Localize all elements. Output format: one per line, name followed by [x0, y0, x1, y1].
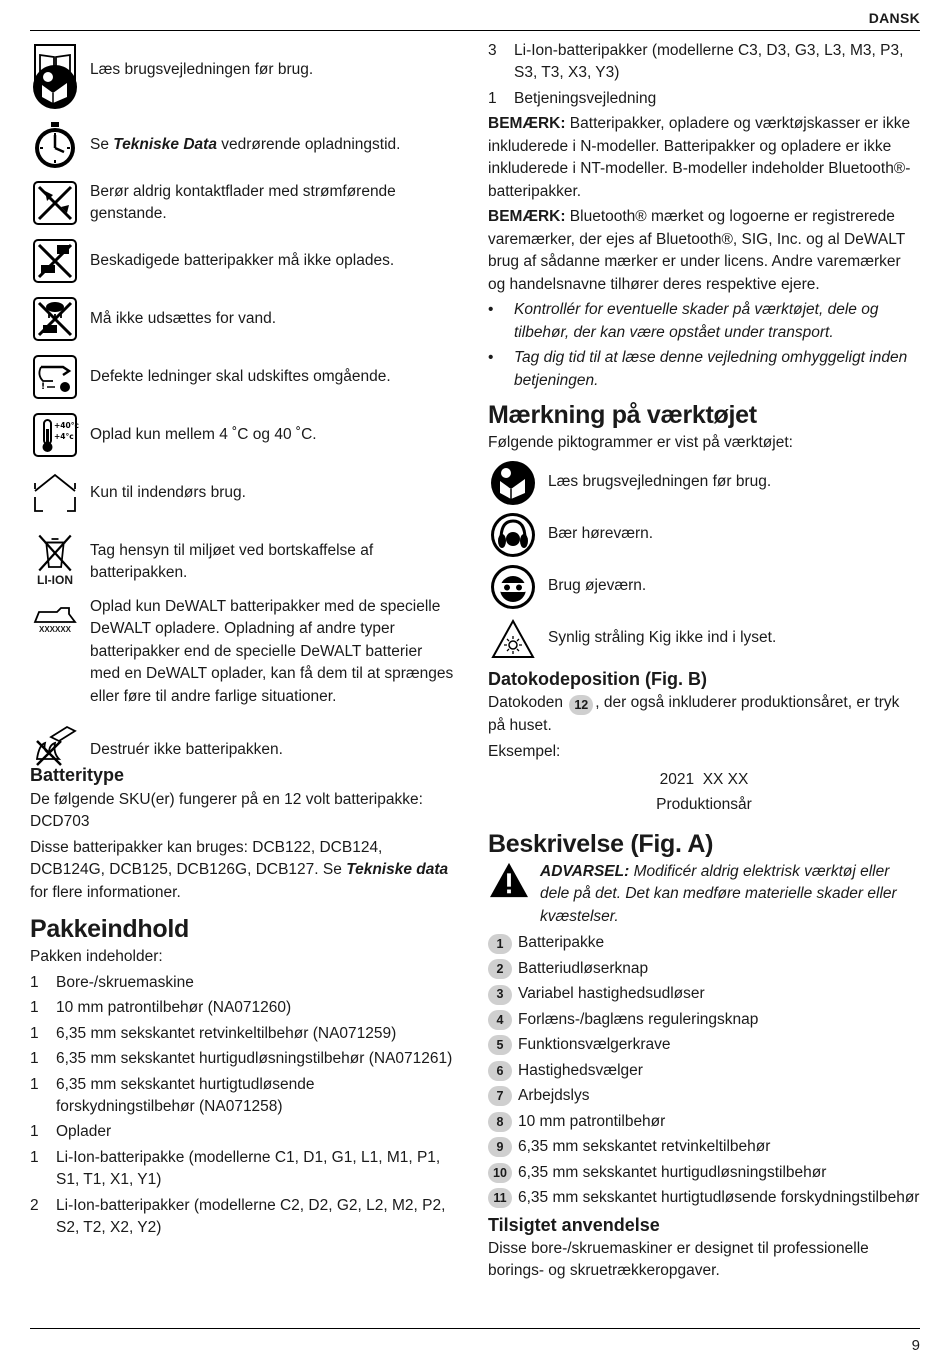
icon-text: Beskadigede batteripakker må ikke oplades. — [90, 251, 395, 269]
list-item — [488, 1111, 920, 1133]
item-text: Batteriudløserknap — [518, 959, 649, 977]
callout-badge: 8 — [488, 1112, 512, 1132]
list-item — [488, 88, 920, 110]
list-item — [488, 1162, 920, 1184]
list-item — [488, 983, 920, 1005]
callout-badge: 2 — [488, 959, 512, 979]
icon-row-cord-replace — [30, 352, 455, 402]
tech-data-ref: Tekniske data — [346, 861, 449, 879]
batteritype-p2 — [30, 837, 455, 904]
list-item — [488, 1060, 920, 1082]
item-text: 10 mm patrontilbehør (NA071260) — [56, 999, 292, 1017]
callout-badge: 10 — [488, 1163, 512, 1183]
qty: 1 — [30, 1075, 39, 1093]
note-label: BEMÆRK: — [488, 115, 566, 133]
list-item — [30, 997, 455, 1019]
left-column — [30, 40, 455, 1243]
item-text: Forlæns-/baglæns reguleringsknap — [518, 1010, 759, 1028]
no-charge-damaged-icon — [30, 236, 80, 286]
list-item — [30, 1195, 455, 1240]
ear-protection-icon — [488, 510, 538, 560]
icon-row-visible-radiation — [488, 614, 920, 664]
recycle-bin-icon — [30, 526, 80, 592]
page-number: 9 — [911, 1337, 920, 1354]
icon-text: Kun til indendørs brug. — [90, 483, 246, 501]
datokode-p — [488, 692, 920, 738]
item-text: 10 mm patrontilbehør — [518, 1112, 666, 1130]
list-item — [30, 1048, 455, 1070]
section-title-batteritype: Batteritype — [30, 765, 125, 786]
bullet-item: • Kontrollér for eventuelle skader på værktøjet, dele og tilbehør, der kan være opstået under transport. — [488, 299, 920, 344]
list-item — [488, 1187, 920, 1209]
qty: 1 — [30, 1148, 39, 1166]
list-item — [30, 1147, 455, 1192]
icon-row-no-fire — [30, 718, 455, 768]
text-pre: Disse batteripakker kan bruges: DCB122, DCB124, DCB124G, DCB125, DCB126G, DCB127. Se — [30, 838, 383, 879]
icon-text: Brug øjeværn. — [548, 577, 647, 595]
manual-read-icon — [488, 458, 538, 508]
item-text: Batteripakke — [518, 934, 605, 952]
indoor-house-icon — [30, 468, 80, 518]
list-item — [488, 1009, 920, 1031]
qty: 1 — [30, 1050, 39, 1068]
warning-text — [540, 861, 920, 928]
qty: 1 — [30, 973, 39, 991]
text-post: for flere informationer. — [30, 883, 181, 901]
pakke-list — [30, 972, 455, 1240]
item-text: 6,35 mm sekskantet hurtigudløsningstilbehør — [518, 1163, 827, 1181]
text-pre: Se — [90, 135, 114, 153]
qty: 1 — [30, 999, 39, 1017]
callout-badge: 9 — [488, 1137, 512, 1157]
qty: 2 — [30, 1196, 39, 1214]
note-text: Bluetooth® mærket og logoerne er registrerede varemærker, der ejes af Bluetooth®, SIG, Inc. og al DeWALT brug af sådanne mærker er under licens. Andre varemærker og handelsnavne tilhører deres respektive ejere. — [488, 208, 905, 293]
icon-row-recycle — [30, 526, 455, 592]
bullet-item: • Tag dig tid til at læse denne vejledning omhyggeligt inden betjeningen. — [488, 347, 920, 392]
item-text: 6,35 mm sekskantet hurtigtudløsende forskydningstilbehør — [518, 1189, 920, 1207]
list-item — [488, 1136, 920, 1158]
text-post: , der også inkluderer produktionsåret, er tryk på huset. — [488, 694, 900, 735]
item-text: Betjeningsvejledning — [514, 89, 657, 107]
no-fire-icon — [30, 718, 80, 768]
qty: 1 — [30, 1123, 39, 1141]
bullet-list — [488, 299, 920, 392]
callout-badge: 4 — [488, 1010, 512, 1030]
list-item — [488, 1034, 920, 1056]
page-header — [30, 8, 920, 31]
callout-badge: 5 — [488, 1035, 512, 1055]
icon-row-no-charge-damaged — [30, 236, 455, 286]
thermometer-icon — [30, 410, 80, 460]
dewalt-battery-icon — [30, 600, 80, 640]
icon-row-ear-protection — [488, 510, 920, 560]
text-pre: Datokoden — [488, 694, 568, 711]
svg-text:!: ! — [41, 382, 46, 392]
datokode-code: 2021 XX XX — [659, 771, 749, 788]
item-text: Variabel hastighedsudløser — [518, 985, 705, 1003]
bullet-text: Tag dig tid til at læse denne vejledning omhyggeligt inden betjeningen. — [514, 349, 908, 389]
section-title-tilsigtet: Tilsigtet anvendelse — [488, 1214, 660, 1235]
text-post: vedrørende opladningstid. — [216, 135, 401, 153]
eye-protection-icon — [488, 562, 538, 612]
note-text: Batteripakker, opladere og værktøjskasser er ikke inkluderede i N-modeller. Batteripakker og opladere er ikke inkluderede i NT-modeller. B-modeller indeholder Bluetooth®-batteripakker. — [488, 115, 911, 200]
item-text: 6,35 mm sekskantet hurtigudløsningstilbehør (NA071261) — [56, 1050, 453, 1068]
item-text: 6,35 mm sekskantet retvinkeltilbehør (NA071259) — [56, 1024, 397, 1042]
icon-text: Må ikke udsættes for vand. — [90, 309, 277, 327]
icon-row-manual-read — [30, 62, 455, 112]
list-item — [30, 972, 455, 994]
icon-row-dewalt-battery — [30, 600, 455, 708]
bullet-text: Kontrollér for eventuelle skader på værktøjet, dele og tilbehør, der kan være opstået under transport. — [514, 301, 879, 341]
callout-badge: 12 — [569, 695, 593, 715]
warning-triangle-icon — [488, 861, 532, 928]
icon-text — [90, 134, 400, 156]
callout-badge: 11 — [488, 1188, 512, 1208]
icon-text: Oplad kun mellem 4 ˚C og 40 ˚C. — [90, 425, 317, 443]
visible-radiation-icon — [488, 614, 538, 664]
battery-code-label: XXXXXX — [38, 625, 71, 634]
list-item — [30, 1074, 455, 1119]
list-item — [488, 958, 920, 980]
li-ion-label: LI-ION — [37, 573, 73, 587]
batteritype-p1: De følgende SKU(er) fungerer på en 12 volt batteripakke: DCD703 — [30, 790, 423, 831]
warning-block — [488, 861, 920, 928]
qty: 3 — [488, 42, 497, 59]
item-text: 6,35 mm sekskantet retvinkeltilbehør — [518, 1138, 771, 1156]
item-text: Arbejdslys — [518, 1087, 590, 1105]
icon-text: Læs brugsvejledningen før brug. — [90, 60, 314, 78]
icon-text: Destruér ikke batteripakken. — [90, 741, 283, 759]
list-item — [30, 1121, 455, 1143]
tilsigtet-p: Disse bore-/skruemaskiner er designet til professionelle borings- og skruetrækkeropgaver. — [488, 1240, 869, 1280]
item-text: Li-Ion-batteripakker (modellerne C2, D2, G2, L2, M2, P2, S2, T2, X2, Y2) — [56, 1196, 446, 1237]
pakke-list-continued — [488, 40, 920, 110]
pakke-intro: Pakken indeholder: — [30, 948, 163, 966]
section-title-beskrivelse: Beskrivelse (Fig. A) — [488, 829, 714, 858]
item-text: Li-Ion-batteripakke (modellerne C1, D1, G1, L1, M1, P1, S1, T1, X1, Y1) — [56, 1148, 441, 1189]
icon-row-no-contact — [30, 178, 455, 228]
svg-text:+4°c: +4°c — [54, 432, 74, 441]
item-text: 6,35 mm sekskantet hurtigtudløsende forskydningstilbehør (NA071258) — [56, 1075, 315, 1115]
icon-text: Berør aldrig kontaktflader med strømførende genstande. — [90, 182, 396, 222]
section-title-maerkning: Mærkning på værktøjet — [488, 401, 757, 430]
page-footer — [30, 1328, 920, 1354]
item-text: Bore-/skruemaskine — [56, 973, 194, 991]
note-1 — [488, 113, 920, 203]
icon-row-manual-read — [488, 458, 920, 508]
callout-badge: 3 — [488, 985, 512, 1005]
callout-badge: 1 — [488, 934, 512, 954]
datokode-example: Eksempel: — [488, 742, 561, 760]
callout-badge: 7 — [488, 1086, 512, 1106]
list-item — [30, 1023, 455, 1045]
callout-badge: 6 — [488, 1061, 512, 1081]
item-text: Oplader — [56, 1123, 112, 1141]
icon-row-thermometer — [30, 410, 455, 460]
icon-text: Bær høreværn. — [548, 525, 654, 543]
qty: 1 — [488, 89, 497, 107]
maerkning-intro: Følgende piktogrammer er vist på værktøjet: — [488, 434, 793, 452]
warning-label: ADVARSEL: — [540, 862, 630, 880]
item-text: Hastighedsvælger — [518, 1061, 643, 1079]
cord-replace-icon — [30, 352, 80, 402]
section-title-datokode: Datokodeposition (Fig. B) — [488, 668, 707, 689]
list-item — [488, 932, 920, 954]
icon-row-indoor — [30, 468, 455, 518]
icon-text: Tag hensyn til miljøet ved bortskaffelse af batteripakken. — [90, 541, 374, 581]
right-column — [488, 40, 920, 1286]
svg-text:+40°c: +40°c — [54, 421, 79, 430]
qty: 1 — [30, 1024, 39, 1042]
icon-row-stopwatch — [30, 120, 455, 170]
icon-text: Oplad kun DeWALT batteripakker med de specielle DeWALT opladere. Opladning af andre typer batteripakker end de specielle DeWALT batterier med en DeWALT oplader, kan få dem til at sprænges eller føre til andre farlige situationer. — [90, 598, 454, 705]
tech-data-ref: Tekniske Data — [113, 135, 217, 153]
icon-text: Synlig stråling Kig ikke ind i lyset. — [548, 629, 777, 647]
item-text: Li-Ion-batteripakker (modellerne C3, D3, G3, L3, M3, P3, S3, T3, X3, Y3) — [514, 42, 904, 82]
note-label: BEMÆRK: — [488, 208, 566, 226]
stopwatch-icon — [30, 120, 80, 170]
warning-body: Modificér aldrig elektrisk værktøj eller dele på det. Det kan medføre materielle skader eller kvæstelser. — [540, 862, 897, 925]
icon-row-eye-protection — [488, 562, 920, 612]
item-text: Funktionsvælgerkrave — [518, 1036, 671, 1054]
icon-text: Læs brugsvejledningen før brug. — [548, 473, 772, 491]
icon-text: Defekte ledninger skal udskiftes omgående. — [90, 367, 391, 385]
no-water-icon — [30, 294, 80, 344]
language-label: DANSK — [868, 10, 920, 26]
parts-list — [488, 932, 920, 1209]
list-item — [488, 1085, 920, 1107]
no-contact-icon — [30, 178, 80, 228]
list-item — [488, 40, 920, 85]
manual-read-icon — [30, 62, 80, 112]
note-2 — [488, 206, 920, 296]
datokode-code-label: Produktionsår — [656, 796, 752, 814]
section-title-pakkeindhold: Pakkeindhold — [30, 915, 189, 944]
icon-row-no-water — [30, 294, 455, 344]
